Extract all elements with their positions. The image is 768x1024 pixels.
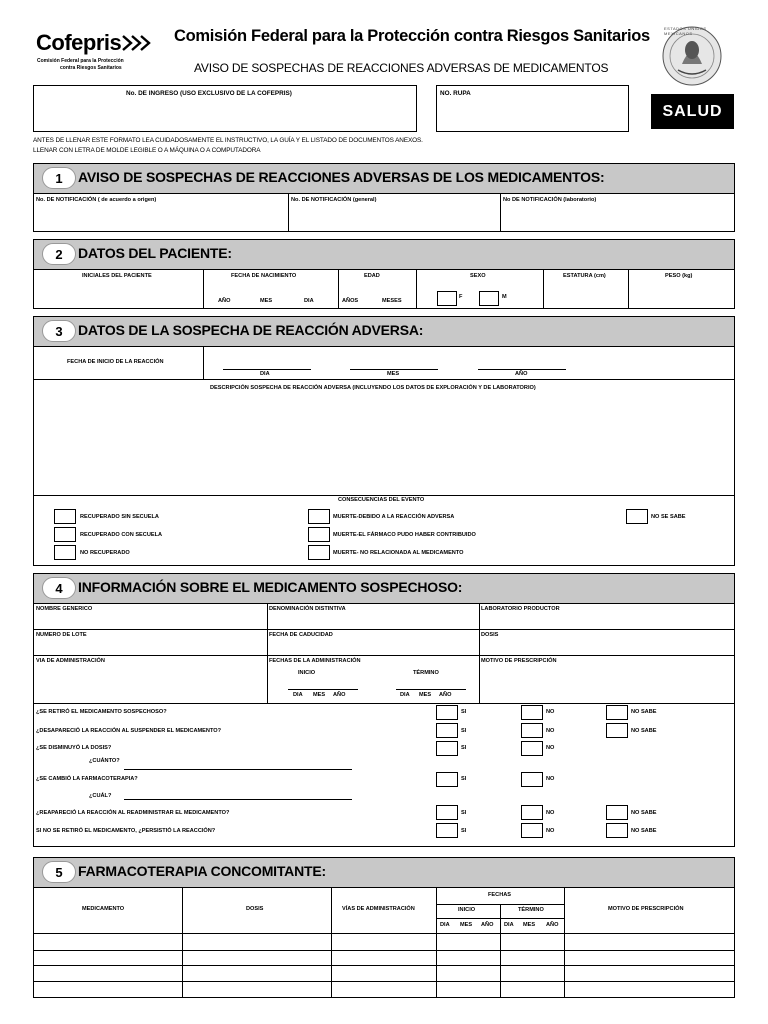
q1-no-checkbox[interactable] <box>521 705 543 720</box>
q3-si-checkbox[interactable] <box>436 741 458 756</box>
denominacion-label: DENOMINACIÓN DISTINTIVA <box>269 606 346 612</box>
fecha-inicio-reaccion-label: FECHA DE INICIO DE LA REACCIÓN <box>67 359 164 365</box>
caducidad-label: FECHA DE CADUCIDAD <box>269 632 333 638</box>
instruction-line-2: LLENAR CON LETRA DE MOLDE LEGIBLE O A MÁQUINA O A COMPUTADORA <box>33 147 261 154</box>
conc-row-2[interactable] <box>34 951 734 965</box>
peso-field[interactable] <box>629 280 734 308</box>
section-number: 1 <box>42 167 76 189</box>
sexo-m-checkbox[interactable] <box>479 291 499 306</box>
q-disminuyo-label: ¿SE DISMINUYÓ LA DOSIS? <box>36 745 112 751</box>
motivo-prescripcion-label: MOTIVO DE PRESCRIPCIÓN <box>481 658 557 664</box>
muerte-contribuido-label: MUERTE-EL FÁRMACO PUDO HABER CONTRIBUIDO <box>333 532 476 538</box>
consecuencias-label: CONSECUENCIAS DEL EVENTO <box>338 497 425 503</box>
notificacion-origen-label: No. DE NOTIFICACIÓN ( de acuerdo a origen) <box>36 197 157 203</box>
logo-wordmark: Cofepris <box>36 30 122 55</box>
cofepris-logo <box>36 30 166 78</box>
mexico-seal-icon <box>650 20 734 88</box>
admin-termino-mes: MES <box>419 692 432 698</box>
conc-row-4[interactable] <box>34 982 734 997</box>
muerte-contribuido-checkbox[interactable] <box>308 527 330 542</box>
seal-lettering: ESTADOS UNIDOS MEXICANOS <box>664 26 707 36</box>
fecha-nacimiento-label: FECHA DE NACIMIENTO <box>231 273 297 279</box>
edad-meses-label: MESES <box>382 298 402 304</box>
form-subtitle: AVISO DE SOSPECHAS DE REACCIONES ADVERSAS DE MEDICAMENTOS <box>194 61 609 75</box>
conc-termino-mes: MES <box>523 922 536 928</box>
admin-termino-dia: DIA <box>400 692 410 698</box>
section-2-header <box>34 240 734 270</box>
q1-no-label: NO <box>546 709 555 715</box>
inicio-anio-label: AÑO <box>515 371 528 377</box>
section-number: 2 <box>42 243 76 265</box>
q2-no-checkbox[interactable] <box>521 723 543 738</box>
conc-termino-dia: DIA <box>504 922 514 928</box>
q4-si-label: SI <box>461 776 467 782</box>
q2-nosabe-label: NO SABE <box>631 728 657 734</box>
section-title: INFORMACIÓN SOBRE EL MEDICAMENTO SOSPECHOSO: <box>78 579 463 595</box>
q5-no-label: NO <box>546 810 555 816</box>
q-cambio-label: ¿SE CAMBIÓ LA FARMACOTERAPIA? <box>36 776 138 782</box>
conc-fechas-header: FECHAS <box>488 892 511 898</box>
q-persistio-label: SI NO SE RETIRÓ EL MEDICAMENTO, ¿PERSISTIÓ LA REACCIÓN? <box>36 828 216 834</box>
section-title: FARMACOTERAPIA CONCOMITANTE: <box>78 863 326 879</box>
q4-no-checkbox[interactable] <box>521 772 543 787</box>
section-3 <box>33 316 735 566</box>
no-se-sabe-checkbox[interactable] <box>626 509 648 524</box>
admin-inicio-mes: MES <box>313 692 326 698</box>
conc-row-3[interactable] <box>34 966 734 981</box>
section-5-header <box>34 858 734 888</box>
admin-termino-label: TÉRMINO <box>413 670 439 676</box>
section-title: DATOS DE LA SOSPECHA DE REACCIÓN ADVERSA: <box>78 322 424 338</box>
estatura-field[interactable] <box>544 280 628 308</box>
descripcion-label: DESCRIPCIÓN SOSPECHA DE REACCIÓN ADVERSA (INCLUYENDO LOS DATOS DE EXPLORACIÓN Y DE LABORATORIO) <box>210 385 536 391</box>
muerte-reaccion-label: MUERTE-DEBIDO A LA REACCIÓN ADVERSA <box>333 514 455 520</box>
conc-dosis-header: DOSIS <box>246 906 264 912</box>
notificacion-general-label: No. DE NOTIFICACIÓN (general) <box>291 197 377 203</box>
q5-no-checkbox[interactable] <box>521 805 543 820</box>
q5-nosabe-label: NO SABE <box>631 810 657 816</box>
logo-subtitle-2: contra Riesgos Sanitarios <box>60 65 122 71</box>
q6-si-label: SI <box>461 828 467 834</box>
sexo-f-label: F <box>459 294 463 300</box>
sexo-label: SEXO <box>470 273 486 279</box>
conc-medicamento-header: MEDICAMENTO <box>82 906 125 912</box>
notificacion-laboratorio-field[interactable] <box>501 204 734 231</box>
inicio-mes-label: MES <box>387 371 400 377</box>
notificacion-origen-field[interactable] <box>34 204 288 231</box>
nac-dia-label: DIA <box>304 298 314 304</box>
sexo-f-checkbox[interactable] <box>437 291 457 306</box>
admin-inicio-label: INICIO <box>298 670 316 676</box>
section-1 <box>33 163 735 232</box>
admin-inicio-dia: DIA <box>293 692 303 698</box>
inicio-dia-label: DIA <box>260 371 270 377</box>
q1-nosabe-label: NO SABE <box>631 709 657 715</box>
conc-row-1[interactable] <box>34 934 734 950</box>
muerte-reaccion-checkbox[interactable] <box>308 509 330 524</box>
lote-label: NUMERO DE LOTE <box>36 632 87 638</box>
muerte-no-relacionada-checkbox[interactable] <box>308 545 330 560</box>
q6-nosabe-label: NO SABE <box>631 828 657 834</box>
section-title: DATOS DEL PACIENTE: <box>78 245 232 261</box>
nombre-generico-label: NOMBRE GENERICO <box>36 606 93 612</box>
recuperado-con-secuela-label: RECUPERADO CON SECUELA <box>80 532 163 538</box>
admin-inicio-anio: AÑO <box>333 692 346 698</box>
instruction-line-1: ANTES DE LLENAR ESTE FORMATO LEA CUIDADOSAMENTE EL INSTRUCTIVO, LA GUÍA Y EL LISTADO DE DOCUMENTOS ANEXOS. <box>33 137 423 144</box>
q5-nosabe-checkbox[interactable] <box>606 805 628 820</box>
q3-no-label: NO <box>546 745 555 751</box>
admin-termino-anio: AÑO <box>439 692 452 698</box>
section-title: AVISO DE SOSPECHAS DE REACCIONES ADVERSAS DE LOS MEDICAMENTOS: <box>78 169 605 185</box>
q2-si-label: SI <box>461 728 467 734</box>
section-1-header <box>34 164 734 194</box>
descripcion-field[interactable] <box>36 393 732 493</box>
logo-subtitle-1: Comisión Federal para la Protección <box>37 58 124 64</box>
conc-inicio-dia: DIA <box>440 922 450 928</box>
q-cual-label: ¿CUÁL? <box>89 793 112 799</box>
recuperado-sin-secuela-label: RECUPERADO SIN SECUELA <box>80 514 159 520</box>
q6-si-checkbox[interactable] <box>436 823 458 838</box>
peso-label: PESO (kg) <box>665 273 693 279</box>
section-number: 5 <box>42 861 76 883</box>
sexo-m-label: M <box>502 294 507 300</box>
iniciales-field[interactable] <box>34 280 203 308</box>
recuperado-con-secuela-checkbox[interactable] <box>54 527 76 542</box>
muerte-no-relacionada-label: MUERTE- NO RELACIONADA AL MEDICAMENTO <box>333 550 464 556</box>
estatura-label: ESTATURA (cm) <box>563 273 606 279</box>
edad-label: EDAD <box>364 273 380 279</box>
q-desaparecio-label: ¿DESAPARECIÓ LA REACCIÓN AL SUSPENDER EL MEDICAMENTO? <box>36 728 222 734</box>
page-title: Comisión Federal para la Protección contra Riesgos Sanitarios <box>174 27 650 45</box>
q2-no-label: NO <box>546 728 555 734</box>
no-recuperado-label: NO RECUPERADO <box>80 550 130 556</box>
q2-nosabe-checkbox[interactable] <box>606 723 628 738</box>
section-number: 3 <box>42 320 76 342</box>
conc-vias-header: VÍAS DE ADMINISTRACIÓN <box>342 906 415 912</box>
section-4 <box>33 573 735 847</box>
conc-inicio-anio: AÑO <box>481 922 494 928</box>
q4-no-label: NO <box>546 776 555 782</box>
no-se-sabe-label: NO SE SABE <box>651 514 686 520</box>
via-label: VIA DE ADMINISTRACIÓN <box>36 658 105 664</box>
logo-arrows-icon <box>122 34 158 52</box>
q5-si-checkbox[interactable] <box>436 805 458 820</box>
ingreso-label: No. DE INGRESO (USO EXCLUSIVO DE LA COFEPRIS) <box>126 90 292 97</box>
q5-si-label: SI <box>461 810 467 816</box>
q4-si-checkbox[interactable] <box>436 772 458 787</box>
q1-nosabe-checkbox[interactable] <box>606 705 628 720</box>
conc-inicio-mes: MES <box>460 922 473 928</box>
q1-si-label: SI <box>461 709 467 715</box>
q6-no-checkbox[interactable] <box>521 823 543 838</box>
rupa-label: NO. RUPA <box>440 90 471 97</box>
q-reaparecio-label: ¿REAPARECIÓ LA REACCIÓN AL READMINISTRAR EL MEDICAMENTO? <box>36 810 230 816</box>
fechas-administracion-label: FECHAS DE LA ADMINISTRACIÓN <box>269 658 361 664</box>
conc-inicio-header: INICIO <box>458 907 476 913</box>
conc-termino-header: TÉRMINO <box>518 907 544 913</box>
q3-no-checkbox[interactable] <box>521 741 543 756</box>
section-number: 4 <box>42 577 76 599</box>
q-cuanto-label: ¿CUÁNTO? <box>89 758 120 764</box>
iniciales-label: INICIALES DEL PACIENTE <box>82 273 152 279</box>
section-3-header <box>34 317 734 347</box>
q3-si-label: SI <box>461 745 467 751</box>
q-retiro-label: ¿SE RETIRÓ EL MEDICAMENTO SOSPECHOSO? <box>36 709 167 715</box>
edad-anios-label: AÑOS <box>342 298 359 304</box>
nac-mes-label: MES <box>260 298 273 304</box>
q6-nosabe-checkbox[interactable] <box>606 823 628 838</box>
section-4-header <box>34 574 734 604</box>
laboratorio-label: LABORATORIO PRODUCTOR <box>481 606 560 612</box>
section-2 <box>33 239 735 309</box>
nac-anio-label: AÑO <box>218 298 231 304</box>
conc-termino-anio: AÑO <box>546 922 559 928</box>
recuperado-sin-secuela-checkbox[interactable] <box>54 509 76 524</box>
dosis-label: DOSIS <box>481 632 499 638</box>
section-5 <box>33 857 735 998</box>
notificacion-general-field[interactable] <box>289 204 500 231</box>
q6-no-label: NO <box>546 828 555 834</box>
notificacion-laboratorio-label: No DE NOTIFICACIÓN (laboratorio) <box>503 197 597 203</box>
salud-logo: SALUD <box>651 94 734 129</box>
no-recuperado-checkbox[interactable] <box>54 545 76 560</box>
q2-si-checkbox[interactable] <box>436 723 458 738</box>
q1-si-checkbox[interactable] <box>436 705 458 720</box>
conc-motivo-header: MOTIVO DE PRESCRIPCIÓN <box>608 906 684 912</box>
